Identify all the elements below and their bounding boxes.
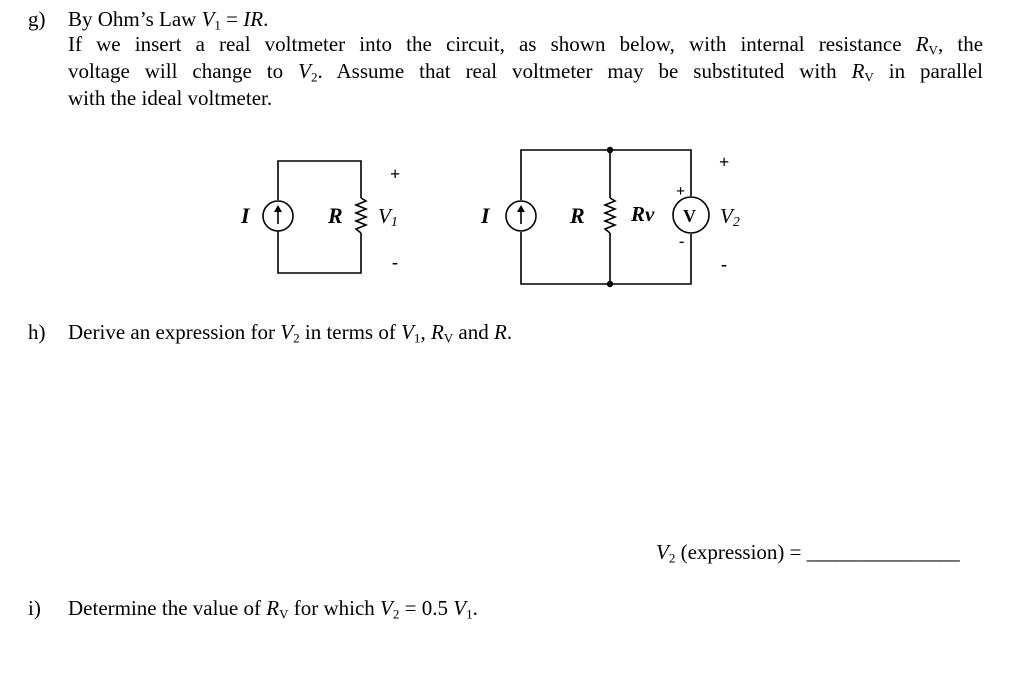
sub-1: 1: [413, 330, 421, 346]
text: .: [263, 7, 269, 31]
text: in parallel: [873, 59, 984, 83]
c2-v: V: [720, 204, 733, 228]
c2-wire-top: [521, 150, 691, 200]
text: . Assume that real voltmeter may be substituted with: [317, 59, 852, 83]
text: .: [506, 320, 513, 344]
var-v: V: [280, 320, 294, 344]
text: and: [453, 320, 494, 344]
part-h-label: h): [28, 320, 46, 344]
part-h-text: [68, 319, 512, 346]
c2-node-bottom: [607, 281, 613, 287]
c2-resistor-label: R: [570, 203, 585, 228]
c2-voltage-label: [720, 204, 740, 230]
text: By Ohm’s Law: [68, 7, 202, 31]
c2-meter-plus: +: [676, 183, 686, 200]
var-r: R: [915, 32, 929, 56]
c1-plus: +: [390, 164, 401, 184]
sub-v: V: [928, 42, 938, 58]
sub-2: 2: [392, 606, 400, 622]
sub-2: 2: [310, 69, 318, 85]
text: in terms of: [299, 320, 402, 344]
sub-1: 1: [466, 606, 473, 622]
sub-v: V: [443, 330, 454, 346]
text: If we insert a real voltmeter into the circuit, as shown below, with internal resistance: [68, 32, 916, 56]
var-v: V: [656, 540, 669, 564]
part-g-line-4: with the ideal voltmeter.: [68, 86, 273, 110]
text: .: [472, 596, 478, 620]
text: =: [220, 7, 244, 31]
c1-voltage-label: [378, 204, 398, 230]
var-r: R: [266, 596, 280, 620]
c2-source-label: I: [481, 203, 490, 228]
text: for which: [288, 596, 381, 620]
text: (expression) =: [675, 540, 807, 564]
c1-arrow-head: [274, 205, 282, 212]
text: voltage will change to: [68, 59, 299, 83]
sub-2: 2: [293, 330, 300, 346]
part-g-label: g): [28, 7, 46, 31]
c1-wire-bottom: [278, 231, 361, 273]
var-r: R: [494, 320, 507, 344]
var-v: V: [298, 59, 311, 83]
sub-1: 1: [214, 17, 221, 33]
c2-rv-label: Rv: [631, 202, 655, 226]
c2-wire-bottom: [521, 232, 691, 284]
part-i-label: i): [28, 596, 41, 620]
var-r: R: [851, 59, 865, 83]
sub-v: V: [279, 606, 289, 622]
sub-v: V: [864, 69, 874, 85]
c2-meter-label: V: [683, 206, 696, 226]
var-v: V: [453, 596, 467, 620]
text: Determine the value of: [68, 596, 267, 620]
c1-v-sub: 1: [390, 215, 398, 230]
c2-v-sub: 2: [732, 215, 740, 230]
answer-line: [656, 539, 959, 566]
text: , the: [937, 32, 984, 56]
text: Derive an expression for: [68, 320, 281, 344]
c1-wire-top: [278, 161, 361, 200]
c2-arrow-head: [517, 205, 525, 212]
var-v: V: [401, 320, 414, 344]
var-v: V: [201, 7, 215, 31]
c2-minus: -: [721, 254, 727, 274]
c1-resistor-label: R: [328, 203, 343, 228]
var-r: R: [430, 320, 444, 344]
c1-v: V: [378, 204, 391, 228]
c2-node-top: [607, 147, 613, 153]
text: ,: [420, 320, 431, 344]
text: = 0.5: [399, 596, 454, 620]
c2-plus: +: [719, 152, 730, 172]
c1-resistor: [356, 198, 366, 233]
c2-meter-minus: -: [679, 233, 685, 250]
c1-source-label: I: [241, 203, 250, 228]
var-v: V: [380, 596, 393, 620]
part-i-text: [68, 595, 478, 622]
c1-minus: -: [392, 252, 398, 272]
answer-blank[interactable]: ________________: [806, 540, 959, 564]
c2-resistor: [605, 198, 615, 233]
sub-2: 2: [668, 550, 676, 566]
var-ir: IR: [243, 7, 264, 31]
